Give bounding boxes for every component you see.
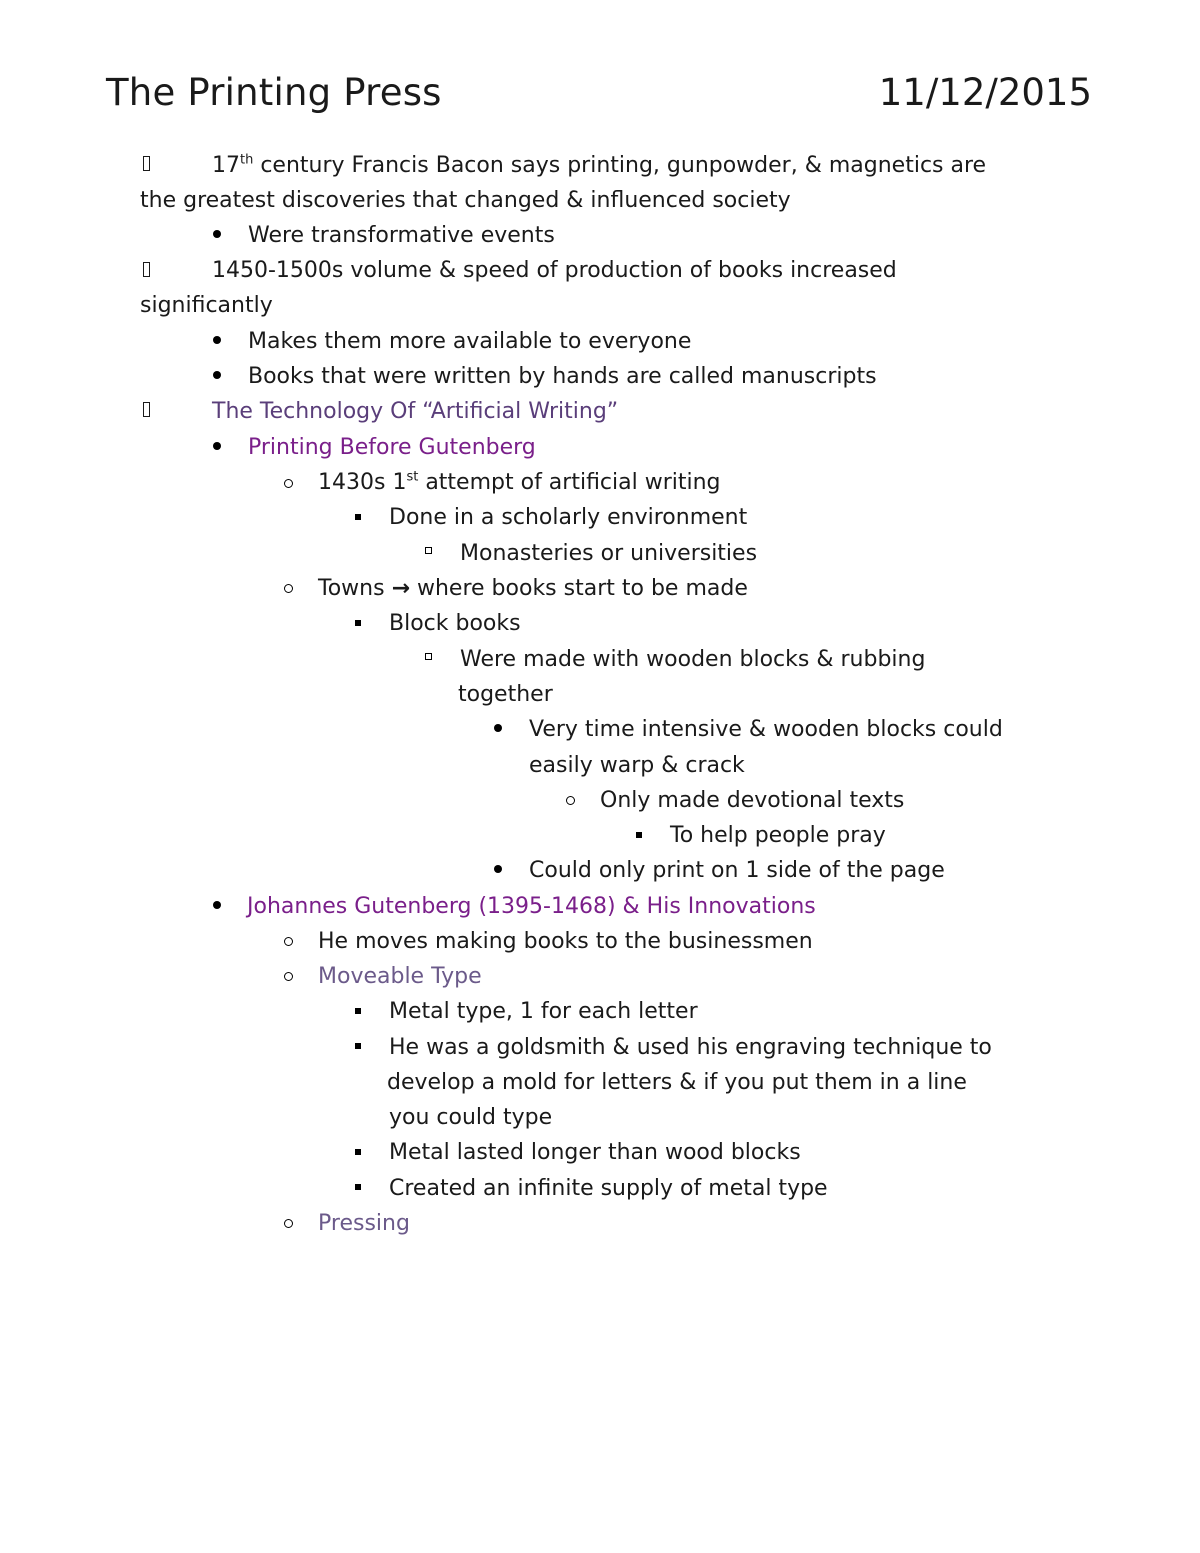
bullet-square-icon xyxy=(355,514,361,520)
list-item-continuation: significantly xyxy=(140,293,273,318)
bullet-square-icon xyxy=(355,1184,361,1190)
list-item: Only made devotional texts xyxy=(600,788,905,813)
list-item: Towns → where books start to be made xyxy=(318,576,748,601)
bullet-square-icon xyxy=(355,1043,361,1049)
page-title: The Printing Press xyxy=(106,71,442,114)
bullet-hollow-square-icon xyxy=(425,653,432,660)
list-item: He was a goldsmith & used his engraving technique to xyxy=(389,1035,992,1060)
list-item: Were made with wooden blocks & rubbing xyxy=(460,647,926,672)
bullet-dot-icon xyxy=(213,442,221,450)
list-item: Were transformative events xyxy=(248,223,555,248)
list-item-continuation: you could type xyxy=(389,1105,553,1130)
subsection-heading: Moveable Type xyxy=(318,964,482,989)
missing-glyph-bullet-icon xyxy=(143,156,150,171)
subsection-heading: Printing Before Gutenberg xyxy=(248,435,536,460)
bullet-square-icon xyxy=(355,1149,361,1155)
subsection-heading: Johannes Gutenberg (1395-1468) & His Innovations xyxy=(247,894,816,919)
bullet-circle-icon xyxy=(284,479,293,488)
bullet-circle-icon xyxy=(284,937,293,946)
bullet-dot-icon xyxy=(213,230,221,238)
list-item: 1450-1500s volume & speed of production of books increased xyxy=(212,258,897,283)
bullet-circle-icon xyxy=(284,1219,293,1228)
bullet-hollow-square-icon xyxy=(425,547,432,554)
list-item: 17th century Francis Bacon says printing, gunpowder, & magnetics are xyxy=(212,152,987,178)
list-item-continuation: easily warp & crack xyxy=(529,753,745,778)
bullet-circle-icon xyxy=(284,584,293,593)
bullet-dot-icon xyxy=(213,371,221,379)
bullet-dot-icon xyxy=(213,336,221,344)
list-item: Block books xyxy=(389,611,521,636)
list-item: Created an infinite supply of metal type xyxy=(389,1176,828,1201)
bullet-dot-icon xyxy=(494,865,502,873)
list-item: He moves making books to the businessmen xyxy=(318,929,813,954)
bullet-square-icon xyxy=(355,1008,361,1014)
list-item: Metal lasted longer than wood blocks xyxy=(389,1140,801,1165)
section-heading: The Technology Of “Artificial Writing” xyxy=(212,399,619,424)
list-item-continuation: develop a mold for letters & if you put them in a line xyxy=(387,1070,967,1095)
list-item: Makes them more available to everyone xyxy=(248,329,692,354)
list-item: Monasteries or universities xyxy=(460,541,758,566)
list-item: Very time intensive & wooden blocks could xyxy=(529,717,1003,742)
list-item: Done in a scholarly environment xyxy=(389,505,748,530)
missing-glyph-bullet-icon xyxy=(143,402,150,417)
list-item: 1430s 1st attempt of artificial writing xyxy=(318,469,721,495)
list-item: Could only print on 1 side of the page xyxy=(529,858,945,883)
list-item: Metal type, 1 for each letter xyxy=(389,999,698,1024)
bullet-circle-icon xyxy=(566,796,575,805)
bullet-square-icon xyxy=(355,620,361,626)
list-item-continuation: the greatest discoveries that changed & influenced society xyxy=(140,188,791,213)
list-item: Books that were written by hands are called manuscripts xyxy=(248,364,877,389)
page-date: 11/12/2015 xyxy=(878,71,1092,114)
list-item-continuation: together xyxy=(458,682,553,707)
subsection-heading: Pressing xyxy=(318,1211,410,1236)
missing-glyph-bullet-icon xyxy=(143,262,150,277)
bullet-dot-icon xyxy=(494,724,502,732)
bullet-circle-icon xyxy=(284,972,293,981)
bullet-square-icon xyxy=(636,832,642,838)
arrow-right-icon: → xyxy=(391,576,410,601)
list-item: To help people pray xyxy=(670,823,886,848)
bullet-dot-icon xyxy=(213,901,221,909)
